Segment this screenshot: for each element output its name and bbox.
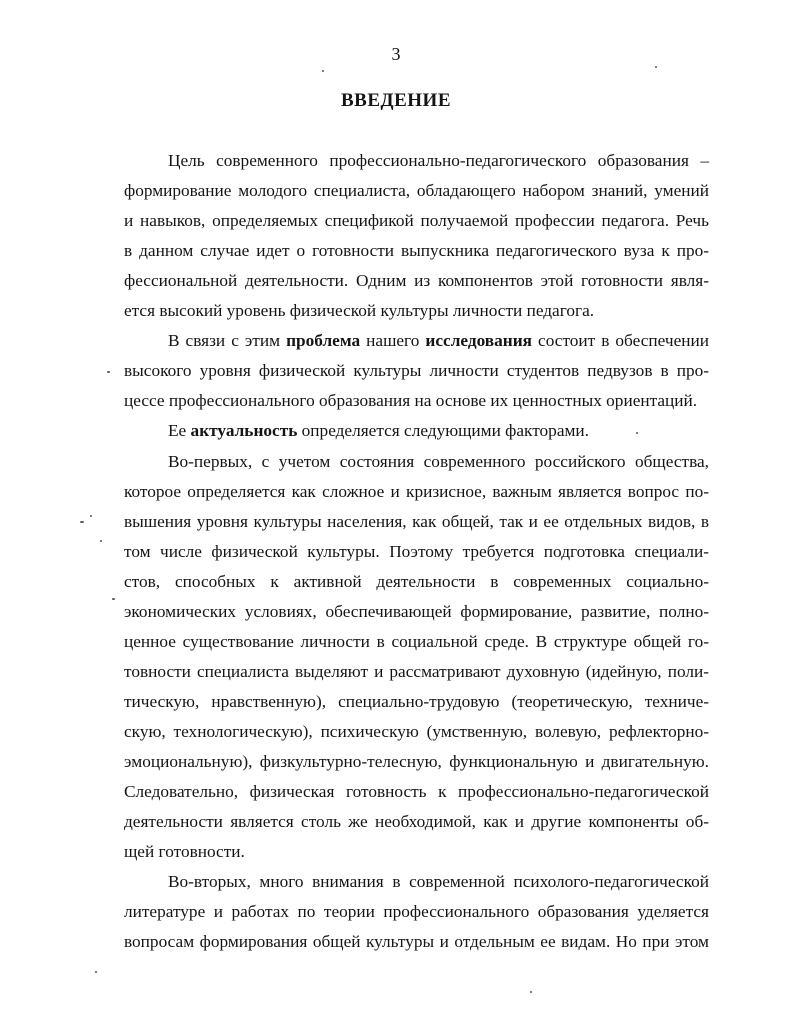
text-line bbox=[124, 807, 709, 837]
text-line bbox=[124, 356, 709, 386]
scan-speck bbox=[107, 371, 110, 373]
text-segment: нашего bbox=[360, 331, 426, 351]
text-segment: определяется следующими факторами. bbox=[297, 421, 589, 441]
text-segment: деятельности является столь же необходимой, как и другие компоненты об- bbox=[124, 812, 709, 832]
text-line bbox=[124, 747, 709, 777]
scan-speck bbox=[95, 971, 97, 973]
scan-speck bbox=[530, 991, 532, 993]
scan-speck bbox=[100, 540, 102, 542]
text-line bbox=[168, 867, 709, 897]
text-line bbox=[124, 266, 709, 296]
text-segment: вопросам формирования общей культуры и отдельным ее видам. Но при этом bbox=[124, 932, 709, 952]
text-segment: эмоциональную), физкультурно-телесную, функциональную и двигательную. bbox=[124, 752, 709, 771]
text-line bbox=[124, 386, 709, 416]
bold-term: актуальность bbox=[190, 421, 298, 441]
page-number: 3 bbox=[391, 44, 401, 64]
text-line bbox=[124, 897, 709, 927]
text-segment: том числе физической культуры. Поэтому требуется подготовка специали- bbox=[124, 541, 709, 561]
text-line bbox=[168, 447, 709, 477]
text-segment: Во-вторых, много внимания в современной психолого-педагогической bbox=[168, 872, 709, 892]
text-line bbox=[124, 657, 709, 687]
text-segment: цессе профессионального образования на основе их ценностных ориентаций. bbox=[124, 391, 698, 411]
text-line bbox=[124, 627, 709, 657]
text-line bbox=[124, 567, 709, 597]
text-segment: В связи с этим bbox=[168, 331, 287, 351]
text-segment: фессиональной деятельности. Одним из компонентов этой готовности явля- bbox=[124, 271, 709, 291]
text-segment: ценное существование личности в социальной среде. В структуре общей го- bbox=[124, 631, 709, 651]
text-segment: скую, технологическую), психическую (умственную, волевую, рефлекторно- bbox=[124, 721, 709, 741]
text-segment: стов, способных к активной деятельности в современных социально- bbox=[124, 571, 709, 591]
text-segment: формирование молодого специалиста, обладающего набором знаний, умений bbox=[124, 181, 709, 201]
bold-term: проблема bbox=[286, 331, 361, 351]
text-line bbox=[124, 777, 709, 807]
text-line bbox=[124, 837, 709, 867]
page-heading: ВВЕДЕНИЕ bbox=[341, 90, 451, 111]
text-line bbox=[124, 236, 709, 266]
text-line bbox=[124, 176, 709, 206]
text-segment: литературе и работах по теории профессионального образования уделяется bbox=[124, 902, 709, 922]
text-line bbox=[124, 507, 709, 537]
text-line bbox=[168, 416, 709, 446]
text-line bbox=[124, 206, 709, 236]
bold-term: исследования bbox=[425, 331, 533, 351]
text-line bbox=[124, 717, 709, 747]
scan-speck bbox=[655, 66, 657, 68]
text-segment: Следовательно, физическая готовность к профессионально-педагогической bbox=[124, 782, 709, 802]
text-line bbox=[124, 687, 709, 717]
text-segment: товности специалиста выделяют и рассматривают духовную (идейную, поли- bbox=[124, 661, 709, 681]
text-line bbox=[124, 537, 709, 567]
text-line bbox=[168, 326, 709, 356]
scan-speck bbox=[322, 70, 324, 72]
text-line bbox=[124, 597, 709, 627]
text-line bbox=[124, 296, 709, 326]
text-segment: тическую, нравственную), специально-трудовую (теоретическую, техниче- bbox=[124, 691, 709, 711]
text-line bbox=[124, 927, 709, 957]
text-segment: и навыков, определяемых спецификой получаемой профессии педагога. Речь bbox=[124, 211, 709, 231]
text-segment: Во-первых, с учетом состояния современного российского общества, bbox=[168, 451, 709, 471]
text-segment: вышения уровня культуры населения, как общей, так и ее отдельных видов, в bbox=[124, 511, 709, 531]
scan-speck bbox=[636, 432, 638, 434]
scan-speck bbox=[112, 598, 115, 600]
text-segment: экономических условиях, обеспечивающей формирование, развитие, полно- bbox=[124, 601, 709, 621]
text-segment: высокого уровня физической культуры личности студентов педвузов в про- bbox=[124, 361, 709, 381]
text-segment: Ее bbox=[168, 421, 191, 441]
text-segment: в данном случае идет о готовности выпускника педагогического вуза к про- bbox=[124, 241, 709, 261]
text-segment: состоит в обеспечении bbox=[532, 331, 709, 351]
scan-speck bbox=[90, 515, 92, 517]
text-segment: которое определяется как сложное и кризисное, важным является вопрос по- bbox=[124, 481, 709, 501]
scan-speck bbox=[80, 521, 84, 523]
text-line bbox=[124, 477, 709, 507]
text-segment: Цель современного профессионально-педагогического образования – bbox=[168, 151, 709, 170]
text-line bbox=[168, 146, 709, 176]
text-segment: щей готовности. bbox=[124, 842, 245, 862]
text-segment: ется высокий уровень физической культуры личности педагога. bbox=[124, 301, 595, 321]
